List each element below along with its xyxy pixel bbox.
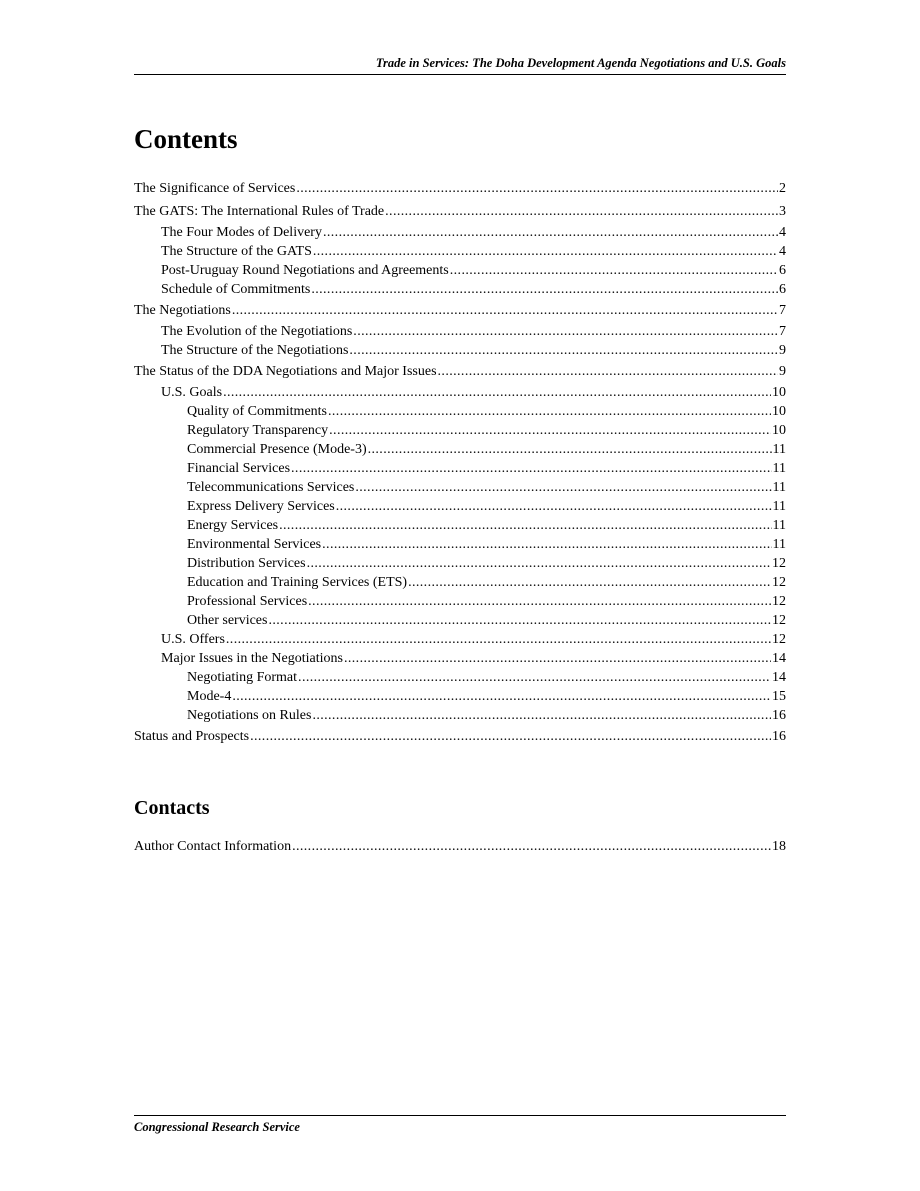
toc-dot-leader	[232, 299, 778, 322]
toc-entry-page: 12	[772, 632, 786, 647]
toc-entry-page: 9	[779, 364, 786, 379]
toc-entry-page: 11	[772, 537, 786, 552]
toc-entry[interactable]	[134, 535, 786, 554]
toc-entry-page: 11	[772, 499, 786, 514]
toc-entry-label: U.S. Offers	[161, 632, 225, 647]
toc-dot-leader	[353, 322, 778, 341]
toc-entry-label: Environmental Services	[187, 537, 322, 552]
toc-entry-page: 10	[772, 423, 786, 438]
toc-dot-leader	[307, 554, 771, 573]
toc-dot-leader	[311, 280, 778, 299]
toc-entry-label: The Structure of the GATS	[161, 244, 312, 259]
toc-entry-label: Commercial Presence (Mode-3)	[187, 442, 367, 457]
toc-entry-label: Negotiating Format	[187, 670, 298, 685]
toc-entry[interactable]	[134, 554, 786, 573]
toc-entry-label: Express Delivery Services	[187, 499, 335, 514]
toc-dot-leader	[408, 573, 771, 592]
toc-entry[interactable]	[134, 440, 786, 459]
toc-entry-page: 12	[772, 556, 786, 571]
toc-entry-label: Schedule of Commitments	[161, 282, 311, 297]
toc-entry[interactable]	[134, 261, 786, 280]
toc-entry-page: 6	[779, 263, 786, 278]
toc-entry-page: 7	[779, 303, 786, 318]
toc-entry-page: 11	[772, 442, 786, 457]
toc-dot-leader	[450, 261, 778, 280]
toc-entry[interactable]	[134, 177, 786, 200]
toc-entry-page: 15	[772, 689, 786, 704]
toc-entry-page: 11	[772, 461, 786, 476]
toc-dot-leader	[279, 516, 771, 535]
toc-dot-leader	[232, 687, 771, 706]
table-of-contents	[134, 177, 786, 748]
toc-entry-label: Author Contact Information	[134, 839, 292, 854]
toc-entry[interactable]	[134, 402, 786, 421]
toc-entry-label: The Status of the DDA Negotiations and Major Issues	[134, 364, 437, 379]
toc-entry[interactable]	[134, 668, 786, 687]
toc-entry-label: The Significance of Services	[134, 181, 296, 196]
toc-entry-label: Professional Services	[187, 594, 308, 609]
toc-entry-label: Negotiations on Rules	[187, 708, 312, 723]
toc-entry-label: Education and Training Services (ETS)	[187, 575, 408, 590]
toc-entry-label: Quality of Commitments	[187, 404, 327, 419]
toc-entry-label: Telecommunications Services	[187, 480, 355, 495]
toc-entry-label: Financial Services	[187, 461, 291, 476]
toc-entry-page: 10	[772, 385, 786, 400]
toc-dot-leader	[368, 440, 772, 459]
toc-dot-leader	[344, 649, 771, 668]
toc-entry[interactable]	[134, 630, 786, 649]
toc-entry[interactable]	[134, 459, 786, 478]
toc-entry-label: The Four Modes of Delivery	[161, 225, 322, 240]
toc-entry[interactable]	[134, 573, 786, 592]
toc-entry-page: 7	[779, 324, 786, 339]
toc-dot-leader	[250, 725, 771, 748]
toc-entry[interactable]	[134, 497, 786, 516]
toc-entry-page: 14	[772, 670, 786, 685]
toc-entry-page: 10	[772, 404, 786, 419]
toc-entry-label: The Evolution of the Negotiations	[161, 324, 353, 339]
toc-dot-leader	[291, 459, 771, 478]
toc-entry-label: The Negotiations	[134, 303, 231, 318]
toc-entry[interactable]	[134, 322, 786, 341]
contacts-heading: Contacts	[134, 797, 210, 819]
toc-entry-page: 16	[772, 708, 786, 723]
toc-entry-label: Energy Services	[187, 518, 279, 533]
running-title: Trade in Services: The Doha Development Agenda Negotiations and U.S. Goals	[375, 56, 786, 70]
toc-entry-page: 11	[772, 480, 786, 495]
toc-entry-page: 2	[779, 181, 786, 196]
toc-entry-page: 9	[779, 343, 786, 358]
toc-dot-leader	[296, 177, 778, 200]
toc-dot-leader	[385, 200, 778, 223]
toc-entry-page: 3	[779, 204, 786, 219]
toc-dot-leader	[223, 383, 771, 402]
toc-entry[interactable]	[134, 516, 786, 535]
toc-entry-page: 12	[772, 613, 786, 628]
toc-entry[interactable]	[134, 649, 786, 668]
toc-entry-label: Regulatory Transparency	[187, 423, 329, 438]
toc-entry[interactable]	[134, 299, 786, 322]
toc-dot-leader	[323, 223, 778, 242]
toc-dot-leader	[322, 535, 771, 554]
toc-dot-leader	[349, 341, 778, 360]
toc-dot-leader	[329, 421, 771, 440]
toc-entry[interactable]	[134, 592, 786, 611]
toc-entry[interactable]	[134, 706, 786, 725]
toc-entry[interactable]	[134, 341, 786, 360]
toc-entry[interactable]	[134, 383, 786, 402]
toc-dot-leader	[268, 611, 771, 630]
contacts-list	[134, 835, 786, 858]
toc-entry[interactable]	[134, 725, 786, 748]
toc-entry-page: 4	[779, 244, 786, 259]
toc-entry[interactable]	[134, 687, 786, 706]
toc-dot-leader	[336, 497, 772, 516]
toc-entry-label: Post-Uruguay Round Negotiations and Agreements	[161, 263, 449, 278]
toc-entry-page: 16	[772, 729, 786, 744]
toc-dot-leader	[308, 592, 771, 611]
toc-entry[interactable]	[134, 360, 786, 383]
toc-dot-leader	[328, 402, 771, 421]
toc-entry-page: 11	[772, 518, 786, 533]
toc-entry-page: 6	[779, 282, 786, 297]
toc-entry-label: Distribution Services	[187, 556, 306, 571]
toc-dot-leader	[313, 242, 778, 261]
toc-dot-leader	[298, 668, 771, 687]
toc-dot-leader	[438, 360, 778, 383]
toc-dot-leader	[292, 835, 771, 858]
toc-entry[interactable]	[134, 835, 786, 858]
toc-entry-page: 12	[772, 594, 786, 609]
toc-entry-label: Status and Prospects	[134, 729, 250, 744]
toc-entry-label: Mode-4	[187, 689, 232, 704]
footer-publisher: Congressional Research Service	[134, 1120, 300, 1134]
contents-heading: Contents	[134, 124, 238, 154]
page-footer	[134, 1115, 786, 1135]
toc-entry-label: The GATS: The International Rules of Trade	[134, 204, 385, 219]
toc-entry[interactable]	[134, 223, 786, 242]
toc-entry-label: Other services	[187, 613, 268, 628]
toc-entry-label: Major Issues in the Negotiations	[161, 651, 343, 666]
toc-entry[interactable]	[134, 280, 786, 299]
toc-entry[interactable]	[134, 478, 786, 497]
toc-entry-page: 12	[772, 575, 786, 590]
toc-entry-page: 18	[772, 839, 786, 854]
toc-entry[interactable]	[134, 242, 786, 261]
toc-dot-leader	[355, 478, 771, 497]
toc-dot-leader	[312, 706, 771, 725]
running-header	[134, 56, 786, 75]
toc-entry[interactable]	[134, 611, 786, 630]
toc-entry-page: 4	[779, 225, 786, 240]
toc-entry[interactable]	[134, 421, 786, 440]
toc-entry[interactable]	[134, 200, 786, 223]
toc-entry-label: U.S. Goals	[161, 385, 223, 400]
toc-entry-page: 14	[772, 651, 786, 666]
toc-dot-leader	[226, 630, 771, 649]
toc-entry-label: The Structure of the Negotiations	[161, 343, 349, 358]
